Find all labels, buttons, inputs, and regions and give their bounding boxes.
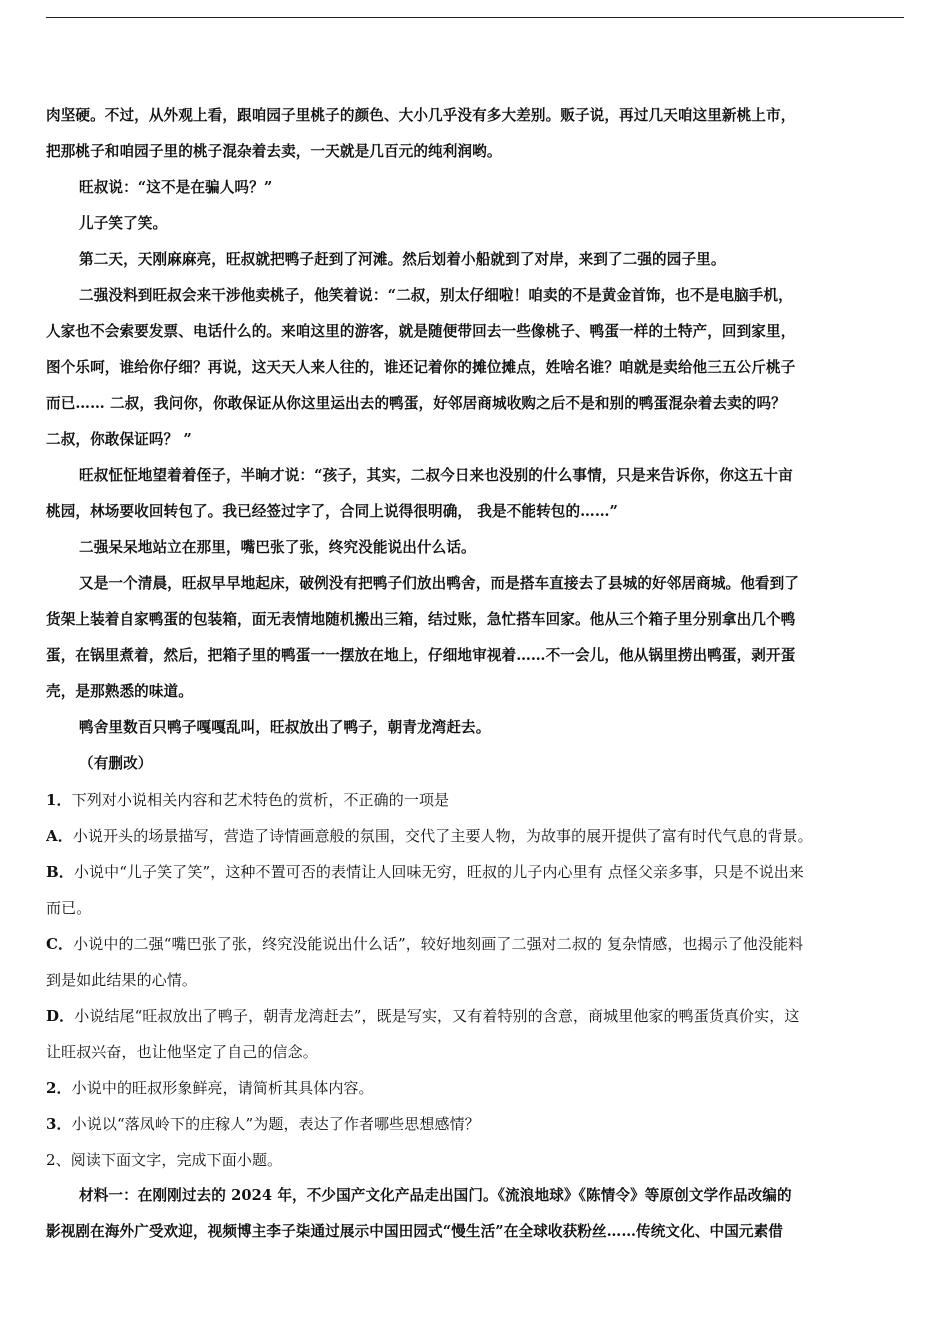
option-b: [46, 854, 906, 890]
story-line: 人家也不会索要发票、电话什么的。来咱这里的游客，就是随便带回去一些像桃子、鸭蛋一样的土特产，回到家里，: [46, 323, 796, 340]
option-text: 小说中的二强“嘴巴张了张，终究没能说出什么话”，较好地刻画了二强对二叔的 复杂情感，也揭示了他没能料: [73, 935, 804, 953]
story-line: 货架上装着自家鸭蛋的包装箱，面无表情地随机搬出三箱，结过账，急忙搭车回家。他从三个箱子里分别拿出几个鸭: [46, 611, 796, 628]
option-c-continued: 到是如此结果的心情。: [46, 971, 198, 989]
option-text: 小说结尾“旺叔放出了鸭子，朝青龙湾赶去”，既是写实，又有着特别的含意，商城里他家的鸭蛋货真价实，这: [74, 1007, 800, 1025]
option-label: B．: [46, 863, 74, 881]
section-2-heading: 2、阅读下面文字，完成下面小题。: [46, 1151, 283, 1169]
question-text: 小说中的旺叔形象鲜亮，请简析其具体内容。: [71, 1079, 374, 1097]
question-3: [46, 1106, 906, 1142]
story-paragraph: 儿子笑了笑。: [79, 215, 168, 232]
story-paragraph: 鸭舍里数百只鸭子嘎嘎乱叫，旺叔放出了鸭子，朝青龙湾赶去。: [79, 719, 491, 736]
option-label: A．: [46, 827, 73, 845]
option-text: 小说中“儿子笑了笑”，这种不置可否的表情让人回味无穷，旺叔的儿子内心里有 点怪父亲多事，只是不说出来: [73, 863, 805, 881]
question-1: [46, 782, 906, 818]
story-line: 二叔，你敢保证吗？ ”: [46, 431, 192, 448]
question-number: 1．: [46, 791, 72, 809]
story-paragraph: 又是一个清晨，旺叔早早地起床，破例没有把鸭子们放出鸭舍，而是搭车直接去了县城的好邻居商城。他看到了: [79, 575, 799, 592]
story-line: 图个乐呵，谁给你仔细？再说，这天天人来人往的，谁还记着你的摊位摊点，姓啥名谁？咱就是卖给他三五公斤桃子: [46, 359, 796, 376]
story-paragraph: 二强呆呆地站立在那里，嘴巴张了张，终究没能说出什么话。: [79, 539, 476, 556]
story-paragraph: 旺叔怔怔地望着着侄子，半晌才说：“孩子，其实，二叔今日来也没别的什么事情，只是来告诉你，你这五十亩: [79, 467, 793, 484]
option-d-continued: 让旺叔兴奋，也让他坚定了自己的信念。: [46, 1043, 318, 1061]
option-b-continued: 而已。: [46, 899, 92, 917]
option-c: [46, 926, 906, 962]
story-line: 桃园，林场要收回转包了。我已经签过字了，合同上说得很明确， 我是不能转包的……”: [46, 503, 619, 520]
story-paragraph: 第二天，天刚麻麻亮，旺叔就把鸭子赶到了河滩。然后划着小船就到了对岸，来到了二强的园子里。: [79, 251, 726, 268]
story-line: 肉坚硬。不过，从外观上看，跟咱园子里桃子的颜色、大小几乎没有多大差别。贩子说，再过几天咱这里新桃上市，: [46, 107, 796, 124]
story-text: [46, 98, 906, 782]
source-note: （有删改）: [79, 755, 153, 772]
material-text: [46, 1178, 906, 1250]
material-line: 影视剧在海外广受欢迎，视频博主李子柒通过展示中国田园式“慢生活”在全球收获粉丝……传统文化、中国元素借: [46, 1223, 783, 1240]
option-text: 小说开头的场景描写，营造了诗情画意般的氛围，交代了主要人物，为故事的展开提供了富有时代气息的背景。: [72, 827, 813, 845]
option-a: [46, 818, 906, 854]
story-paragraph: 旺叔说：“这不是在骗人吗？”: [79, 179, 273, 196]
question-number: 2．: [46, 1079, 72, 1097]
option-label: C．: [46, 935, 74, 953]
question-text: 下列对小说相关内容和艺术特色的赏析，不正确的一项是: [71, 791, 450, 809]
story-line: 而已…… 二叔，我问你，你敢保证从你这里运出去的鸭蛋，好邻居商城收购之后不是和别的鸭蛋混杂着去卖的吗？: [46, 395, 786, 412]
header-rule: [46, 17, 904, 18]
document-body: [46, 98, 906, 1250]
question-section: [46, 782, 906, 1178]
question-number: 3．: [46, 1115, 72, 1133]
question-text: 小说以“落凤岭下的庄稼人”为题，表达了作者哪些思想感情？: [71, 1115, 480, 1133]
option-d: [46, 998, 906, 1034]
story-paragraph: 二强没料到旺叔会来干涉他卖桃子，他笑着说：“二叔，别太仔细啦！咱卖的不是黄金首饰，也不是电脑手机，: [79, 287, 793, 304]
story-line: 把那桃子和咱园子里的桃子混杂着去卖，一天就是几百元的纯利润哟。: [46, 143, 502, 160]
option-label: D．: [46, 1007, 75, 1025]
question-2: [46, 1070, 906, 1106]
story-line: 壳，是那熟悉的味道。: [46, 683, 193, 700]
material-paragraph: 材料一：在刚刚过去的 2024 年，不少国产文化产品走出国门。《流浪地球》《陈情令》等原创文学作品改编的: [79, 1187, 792, 1204]
story-line: 蛋，在锅里煮着，然后，把箱子里的鸭蛋一一摆放在地上，仔细地审视着……不一会儿，他从锅里捞出鸭蛋，剥开蛋: [46, 647, 796, 664]
